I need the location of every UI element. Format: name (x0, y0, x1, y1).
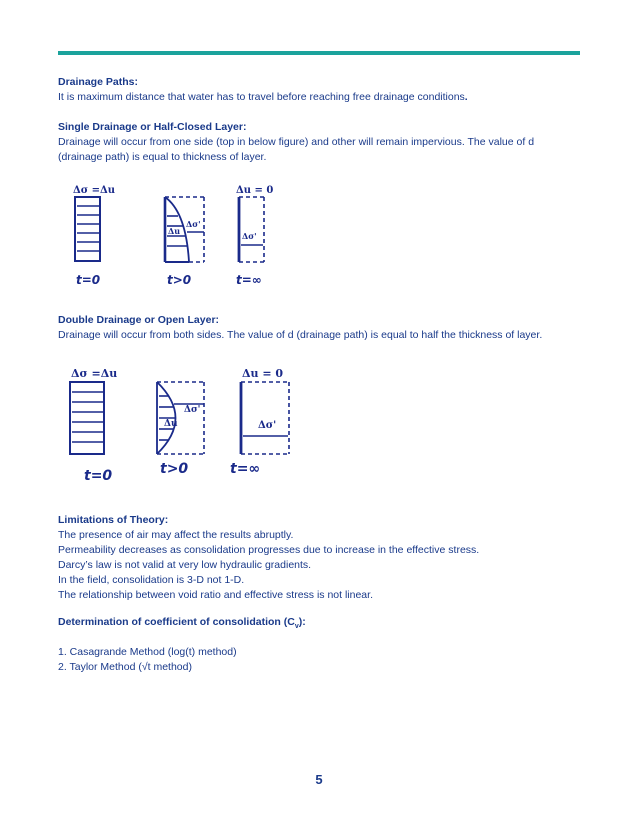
label-tgt0: t>0 (167, 273, 192, 287)
limitation-item: The relationship between void ratio and effective stress is not linear. (58, 589, 373, 601)
text-single-drainage-2: (drainage path) is equal to thickness of layer. (58, 151, 267, 163)
heading-determination: Determination of coefficient of consolidation $(C_v)$: (58, 616, 306, 631)
label-du0: Δu = 0 (236, 185, 274, 196)
label-dsigma-prime-3: Δσ' (184, 405, 201, 415)
page-number: 5 (315, 772, 323, 787)
limitation-item: Darcy’s law is not valid at very low hydraulic gradients. (58, 559, 312, 571)
label-du: Δu (168, 226, 181, 236)
section-limitations (58, 513, 588, 603)
heading-drainage-paths: Drainage Paths: (58, 76, 138, 88)
label-dsigma-prime-2: Δσ' (242, 231, 257, 241)
limitation-item: In the field, consolidation is 3-D not 1-D. (58, 574, 245, 586)
section-double-drainage (58, 313, 588, 343)
limitation-item: Permeability decreases as consolidation progresses due to increase in the effective stress. (58, 544, 480, 556)
label-tgt0-2: t>0 (160, 461, 189, 477)
header-rule (58, 51, 580, 55)
figure-single-drainage (64, 182, 304, 290)
method-item: 2. Taylor Method (√t method) (58, 661, 192, 673)
limitation-item: The presence of air may affect the results abruptly. (58, 529, 294, 541)
label-tinf-2: t=∞ (230, 461, 261, 477)
label-dsigma-du: Δσ =Δu (73, 185, 116, 196)
label-dsigma-prime: Δσ' (186, 219, 201, 229)
label-tinf: t=∞ (236, 273, 262, 287)
text-double-drainage: Drainage will occur from both sides. The value of d (drainage path) is equal to half the thickness of layer. (58, 329, 543, 341)
label-du0-2: Δu = 0 (242, 367, 284, 380)
label-t0: t=0 (76, 273, 101, 287)
heading-limitations: Limitations of Theory: (58, 514, 169, 526)
section-single-drainage (58, 120, 588, 165)
text-single-drainage-1: Drainage will occur from one side (top in below figure) and other will remain impervious. The value of d (58, 136, 535, 148)
section-drainage-paths (58, 75, 588, 105)
label-du-2: Δu (164, 419, 178, 429)
heading-double-drainage: Double Drainage or Open Layer: (58, 314, 220, 326)
label-t0-2: t=0 (84, 468, 113, 484)
arrows-t0 (77, 206, 100, 251)
label-dsigma-du-2: Δσ =Δu (71, 367, 118, 380)
text-drainage-paths: It is maximum distance that water has to travel before reaching free drainage conditions. (58, 91, 468, 103)
label-dsigma-prime-4: Δσ' (258, 420, 277, 431)
section-determination (58, 615, 588, 634)
method-item: 1. Casagrande Method (log(t) method) (58, 646, 237, 658)
methods-list (58, 645, 588, 675)
figure-double-drainage (64, 364, 304, 484)
heading-single-drainage: Single Drainage or Half-Closed Layer: (58, 121, 247, 133)
